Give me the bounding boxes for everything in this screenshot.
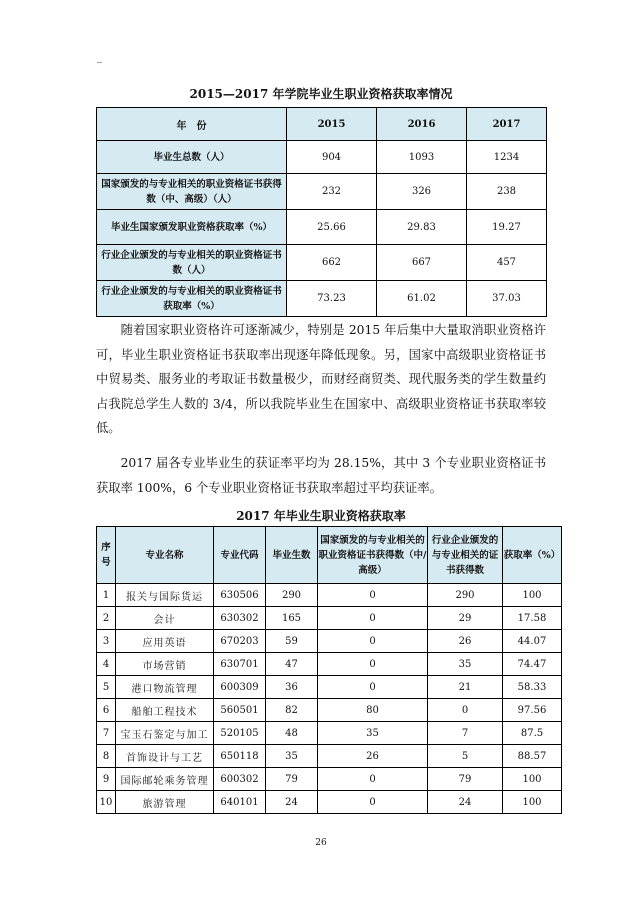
cell-major-name: 报关与国际货运 [116, 584, 214, 607]
cell-major-code: 630302 [214, 607, 266, 630]
cell-index: 2 [97, 607, 116, 630]
cell-major-code: 630701 [214, 653, 266, 676]
cell-graduates: 36 [266, 676, 318, 699]
cell-industry: 7 [428, 722, 503, 745]
cell-index: 7 [97, 722, 116, 745]
cell-national: 0 [318, 768, 428, 791]
cell-major-code: 650118 [214, 745, 266, 768]
table1-title: 2015—2017 年学院毕业生职业资格获取率情况 [189, 87, 453, 101]
cell-rate: 100 [503, 584, 562, 607]
header-graduates: 毕业生数 [266, 527, 318, 584]
cell-major-code: 520105 [214, 722, 266, 745]
cell-industry: 26 [428, 630, 503, 653]
cell-national: 80 [318, 699, 428, 722]
cell-rate: 17.58 [503, 607, 562, 630]
cell-major-name: 国际邮轮乘务管理 [116, 768, 214, 791]
cell-major-code: 560501 [214, 699, 266, 722]
cell-national: 0 [318, 653, 428, 676]
top-mark: _ [97, 52, 102, 63]
table-row [97, 607, 562, 630]
cell-major-name: 旅游管理 [116, 791, 214, 814]
cell-industry: 0 [428, 699, 503, 722]
cell-value: 667 [377, 245, 467, 281]
cell-industry: 21 [428, 676, 503, 699]
row-label: 行业企业颁发的与专业相关的职业资格证书获取率（%） [97, 281, 287, 317]
cell-industry: 35 [428, 653, 503, 676]
row-label: 行业企业颁发的与专业相关的职业资格证书数（人） [97, 245, 287, 281]
cell-national: 0 [318, 791, 428, 814]
cell-rate: 58.33 [503, 676, 562, 699]
cell-national: 0 [318, 607, 428, 630]
qualification-rate-table-2015-2017 [96, 107, 547, 317]
page-number: 26 [315, 838, 327, 848]
body-paragraph-1: 随着国家职业资格许可逐渐减少，特别是 2015 年后集中大量取消职业资格许可，毕业生职业资格证书获取率出现逐年降低现象。另，国家中高级职业资格证书中贸易类、服务业的考取证书数量极少，而财经商贸类、现代服务类的学生数量约占我院总学生人数的 3/4，所以我院毕业生在国家中、高级职业资格证书获取率较低。 [96, 323, 546, 436]
cell-major-code: 600309 [214, 676, 266, 699]
cell-national: 0 [318, 630, 428, 653]
cell-major-code: 630506 [214, 584, 266, 607]
cell-major-name: 宝玉石鉴定与加工 [116, 722, 214, 745]
cell-rate: 74.47 [503, 653, 562, 676]
cell-industry: 29 [428, 607, 503, 630]
cell-index: 3 [97, 630, 116, 653]
cell-national: 35 [318, 722, 428, 745]
cell-graduates: 48 [266, 722, 318, 745]
cell-industry: 24 [428, 791, 503, 814]
table2-title: 2017 年毕业生职业资格获取率 [236, 509, 406, 523]
cell-national: 26 [318, 745, 428, 768]
table-row [97, 245, 547, 281]
cell-national: 0 [318, 584, 428, 607]
cell-value: 232 [287, 174, 377, 210]
cell-value: 904 [287, 141, 377, 174]
row-label: 国家颁发的与专业相关的职业资格证书获得数（中、高级）（人） [97, 174, 287, 210]
cell-index: 10 [97, 791, 116, 814]
cell-value: 29.83 [377, 210, 467, 245]
cell-major-code: 670203 [214, 630, 266, 653]
cell-index: 4 [97, 653, 116, 676]
cell-industry: 5 [428, 745, 503, 768]
cell-graduates: 290 [266, 584, 318, 607]
cell-graduates: 165 [266, 607, 318, 630]
table-row [97, 791, 562, 814]
header-rate: 获取率（%） [503, 527, 562, 584]
cell-value: 73.23 [287, 281, 377, 317]
cell-graduates: 24 [266, 791, 318, 814]
table-row [97, 745, 562, 768]
cell-rate: 87.5 [503, 722, 562, 745]
cell-major-name: 会计 [116, 607, 214, 630]
cell-value: 25.66 [287, 210, 377, 245]
cell-value: 326 [377, 174, 467, 210]
header-2015: 2015 [287, 108, 377, 141]
cell-major-code: 640101 [214, 791, 266, 814]
cell-graduates: 79 [266, 768, 318, 791]
cell-index: 9 [97, 768, 116, 791]
table-row [97, 281, 547, 317]
cell-rate: 88.57 [503, 745, 562, 768]
cell-industry: 290 [428, 584, 503, 607]
cell-rate: 97.56 [503, 699, 562, 722]
header-major-name: 专业名称 [116, 527, 214, 584]
cell-value: 238 [467, 174, 547, 210]
table-row [97, 676, 562, 699]
cell-value: 1234 [467, 141, 547, 174]
cell-graduates: 47 [266, 653, 318, 676]
major-qualification-rate-table-2017 [96, 526, 562, 814]
header-year: 年 份 [97, 108, 287, 141]
cell-major-name: 市场营销 [116, 653, 214, 676]
cell-graduates: 82 [266, 699, 318, 722]
cell-rate: 100 [503, 791, 562, 814]
row-label: 毕业生国家颁发职业资格获取率（%） [97, 210, 287, 245]
cell-major-name: 应用英语 [116, 630, 214, 653]
cell-major-code: 600302 [214, 768, 266, 791]
table-row [97, 141, 547, 174]
table-row [97, 174, 547, 210]
cell-major-name: 港口物流管理 [116, 676, 214, 699]
body-paragraph-2: 2017 届各专业毕业生的获证率平均为 28.15%，其中 3 个专业职业资格证书获取率 100%，6 个专业职业资格证书获取率超过平均获证率。 [96, 456, 546, 495]
table-row [97, 699, 562, 722]
cell-value: 61.02 [377, 281, 467, 317]
cell-graduates: 59 [266, 630, 318, 653]
cell-index: 5 [97, 676, 116, 699]
table-row [97, 210, 547, 245]
cell-index: 1 [97, 584, 116, 607]
cell-value: 19.27 [467, 210, 547, 245]
table-row [97, 768, 562, 791]
cell-value: 37.03 [467, 281, 547, 317]
table-row [97, 584, 562, 607]
cell-national: 0 [318, 676, 428, 699]
cell-value: 662 [287, 245, 377, 281]
header-national-certificates: 国家颁发的与专业相关的职业资格证书获得数（中/高级） [318, 527, 428, 584]
cell-rate: 100 [503, 768, 562, 791]
cell-rate: 44.07 [503, 630, 562, 653]
table-row [97, 722, 562, 745]
row-label: 毕业生总数（人） [97, 141, 287, 174]
cell-index: 6 [97, 699, 116, 722]
table-row [97, 653, 562, 676]
cell-major-name: 首饰设计与工艺 [116, 745, 214, 768]
header-2016: 2016 [377, 108, 467, 141]
cell-major-name: 船舶工程技术 [116, 699, 214, 722]
cell-graduates: 35 [266, 745, 318, 768]
cell-index: 8 [97, 745, 116, 768]
cell-value: 1093 [377, 141, 467, 174]
header-industry-certificates: 行业企业颁发的与专业相关的证书获得数 [428, 527, 503, 584]
cell-industry: 79 [428, 768, 503, 791]
header-major-code: 专业代码 [214, 527, 266, 584]
header-index: 序号 [97, 527, 116, 584]
table-row [97, 630, 562, 653]
header-2017: 2017 [467, 108, 547, 141]
cell-value: 457 [467, 245, 547, 281]
